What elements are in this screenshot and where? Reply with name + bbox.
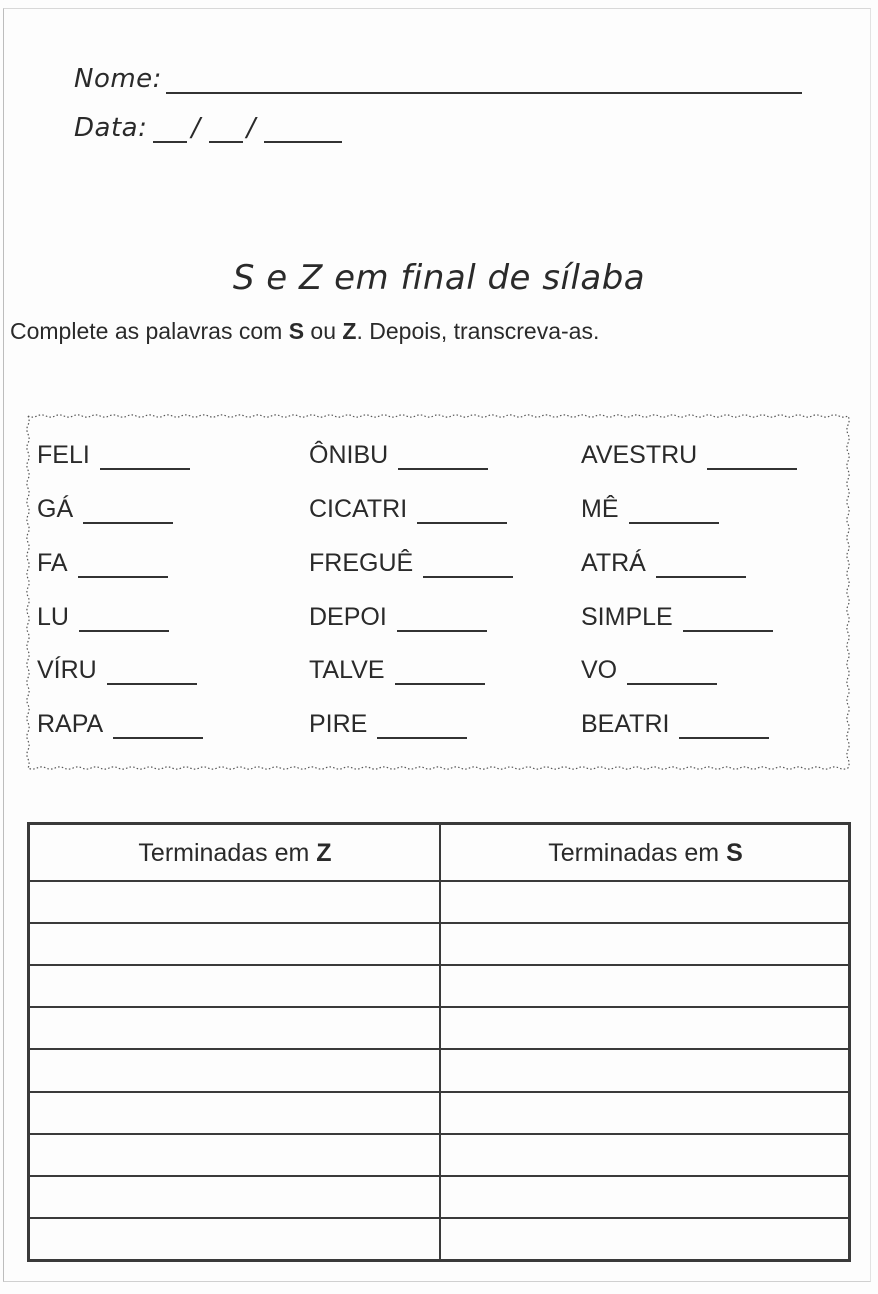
word-blank[interactable] [83,502,173,524]
word-stem: FA [37,549,68,577]
header-z-letter: Z [316,839,332,867]
word-blank[interactable] [679,717,769,739]
answer-table [27,822,851,1262]
word-blank[interactable] [398,448,488,470]
word-stem: MÊ [581,495,619,523]
table-row-line [30,880,848,882]
date-label: Data: [74,113,148,143]
word-item [37,495,173,524]
word-box [25,413,851,771]
word-blank[interactable] [656,556,746,578]
header-z-prefix: Terminadas em [138,839,310,867]
instruction-text [10,318,599,345]
word-blank[interactable] [397,610,487,632]
word-blank[interactable] [395,663,485,685]
word-item [581,710,769,739]
table-row-line [30,964,848,966]
date-separator: / [191,113,201,143]
header-ending-s [443,825,848,882]
instruction-part3: . Depois, transcreva-as. [356,318,600,344]
header-s-letter: S [726,839,743,867]
word-stem: CICATRI [309,495,408,523]
instruction-letter-s: S [288,318,305,344]
word-item [37,441,190,470]
table-row-line [30,1217,848,1219]
table-row-line [30,922,848,924]
table-row-line [30,1175,848,1177]
word-blank[interactable] [78,556,168,578]
word-stem: ATRÁ [581,549,646,577]
word-blank[interactable] [417,502,507,524]
word-stem: VO [581,656,618,684]
table-row-line [30,1091,848,1093]
word-stem: DEPOI [309,603,387,631]
instruction-letter-z: Z [342,318,357,344]
date-day-line[interactable] [153,115,187,143]
word-item [581,656,717,685]
word-item [581,549,746,578]
worksheet-title: S e Z em final de sílaba [232,258,646,298]
instruction-part1: Complete as palavras com [10,318,289,344]
name-input-line[interactable] [166,66,802,94]
word-item [309,603,487,632]
word-stem: AVESTRU [581,441,698,469]
word-stem: VÍRU [37,656,97,684]
word-stem: BEATRI [581,710,670,738]
word-blank[interactable] [627,663,717,685]
header-s-prefix: Terminadas em [548,839,720,867]
word-item [581,603,773,632]
word-item [309,549,513,578]
word-item [309,441,488,470]
word-stem: RAPA [37,710,104,738]
word-item [37,656,197,685]
table-row-line [30,1133,848,1135]
word-stem: SIMPLE [581,603,673,631]
word-item [309,710,467,739]
word-blank[interactable] [423,556,513,578]
table-row-line [30,1006,848,1008]
header-ending-z [30,825,440,882]
word-stem: LU [37,603,69,631]
word-item [37,603,169,632]
word-stem: TALVE [309,656,385,684]
word-blank[interactable] [107,663,197,685]
date-separator: / [246,113,256,143]
word-stem: PIRE [309,710,368,738]
name-label: Nome: [74,64,162,94]
date-field [74,113,342,143]
name-field [74,64,802,94]
word-blank[interactable] [100,448,190,470]
word-item [581,441,797,470]
word-blank[interactable] [683,610,773,632]
word-grid [25,413,851,771]
word-blank[interactable] [79,610,169,632]
word-stem: FELI [37,441,90,469]
word-item [309,656,485,685]
date-year-line[interactable] [264,115,342,143]
table-row-line [30,1048,848,1050]
instruction-part2: ou [304,318,343,344]
word-item [37,549,168,578]
word-item [581,495,719,524]
word-blank[interactable] [629,502,719,524]
word-blank[interactable] [113,717,203,739]
word-stem: FREGUÊ [309,549,414,577]
word-blank[interactable] [707,448,797,470]
word-stem: ÔNIBU [309,441,389,469]
date-month-line[interactable] [209,115,243,143]
word-blank[interactable] [377,717,467,739]
word-item [309,495,507,524]
column-divider [439,825,441,1259]
word-item [37,710,203,739]
word-stem: GÁ [37,495,74,523]
